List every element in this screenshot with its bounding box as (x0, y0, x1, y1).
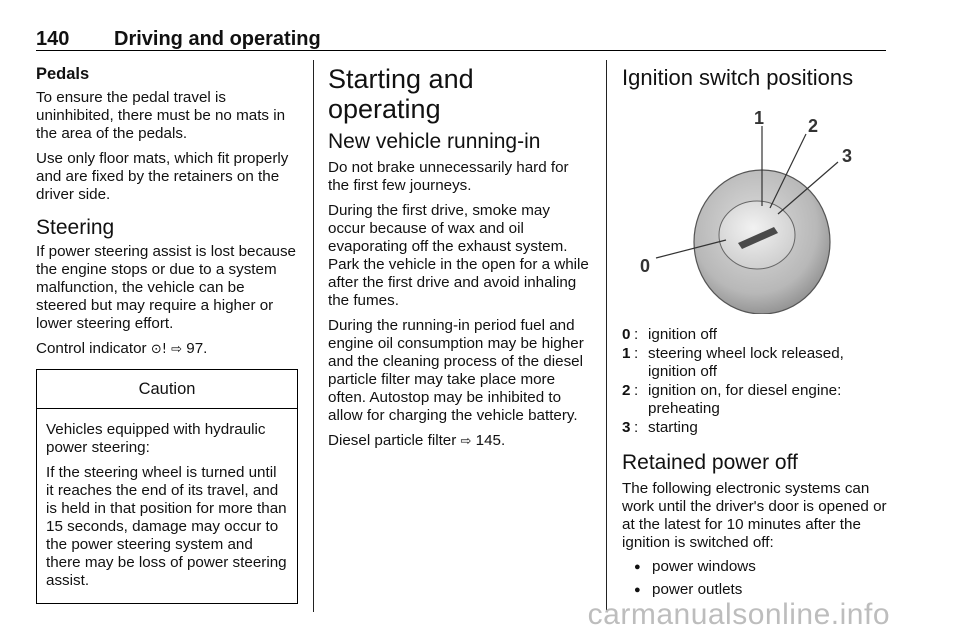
left-column (36, 64, 298, 604)
position-label-0: 0 (640, 256, 651, 276)
page-number: 140 (36, 28, 70, 50)
steering-paragraph: If power steering assist is lost because the engine stops or due to a system malfunction, the vehicle can be steered but may require a higher or lower steering effort. (36, 243, 296, 332)
legend-item: 2 : ignition on, for diesel engine: preheating (622, 382, 842, 417)
ignition-heading: Ignition switch positions (622, 65, 854, 90)
legend-item: 0 : ignition off (622, 326, 717, 343)
running-in-paragraph: During the first drive, smoke may occur because of wax and oil evaporating off the exhaust system. Park the vehicle in the open for a while after the first drive and avoid inhaling the fumes. (328, 202, 589, 309)
running-in-heading: New vehicle running-in (328, 130, 541, 153)
column-divider (606, 60, 607, 612)
caution-paragraph: Vehicles equipped with hydraulic power steering: (46, 421, 266, 456)
diesel-filter-text: Diesel particle filter (328, 432, 461, 449)
column-divider (313, 60, 314, 612)
list-item: ● power outlets (622, 581, 888, 599)
running-in-paragraph: During the running-in period fuel and engine oil consumption may be higher and the cleaning process of the diesel particle filter may take place more often. Autostop may be inhibited to allow for charging the vehicle battery. (328, 317, 584, 424)
middle-column (328, 64, 590, 458)
pedals-paragraph: To ensure the pedal travel is uninhibited, there must be no mats in the area of the pedals. (36, 89, 286, 142)
running-in-paragraph: Do not brake unnecessarily hard for the first few journeys. (328, 159, 569, 194)
page-reference[interactable]: 97. (182, 340, 208, 357)
retained-power-paragraph: The following electronic systems can work until the driver's door is opened or at the latest for 10 minutes after the ignition is switched off: (622, 480, 887, 551)
list-item: ● power windows (622, 558, 888, 576)
retained-power-list (622, 558, 888, 599)
steering-heading: Steering (36, 216, 115, 239)
page-reference[interactable]: 145. (471, 432, 506, 449)
pedals-heading: Pedals (36, 65, 90, 83)
caution-body (37, 409, 297, 603)
page-reference-icon: ⇨ (171, 342, 183, 357)
right-column (622, 64, 888, 604)
retained-power-heading: Retained power off (622, 451, 798, 474)
page-header (36, 28, 886, 51)
chapter-title: Starting and operating (328, 64, 474, 124)
diesel-filter-line (328, 432, 590, 451)
watermark: carmanualsonline.info (587, 598, 890, 631)
position-label-3: 3 (842, 146, 853, 166)
legend-item: 3 : starting (622, 419, 698, 436)
ignition-legend (622, 326, 888, 437)
caution-title: Caution (37, 370, 297, 409)
steering-warning-icon: ⊙! (150, 342, 167, 357)
caution-box (36, 369, 298, 604)
position-label-2: 2 (808, 116, 819, 136)
section-title: Driving and operating (114, 28, 321, 50)
page-reference-icon: ⇨ (460, 434, 472, 449)
control-indicator-line (36, 340, 298, 359)
caution-paragraph: If the steering wheel is turned until it reaches the end of its travel, and is held in that position for more than 15 seconds, damage may occur to the power steering system and there may be loss of power steering assist. (46, 464, 287, 589)
legend-item: 1 : steering wheel lock released, ignition off (622, 345, 844, 380)
ignition-switch-diagram (622, 102, 884, 314)
position-label-1: 1 (754, 108, 765, 128)
control-indicator-text: Control indicator (36, 340, 151, 357)
pedals-paragraph: Use only floor mats, which fit properly and are fixed by the retainers on the driver side. (36, 150, 289, 203)
